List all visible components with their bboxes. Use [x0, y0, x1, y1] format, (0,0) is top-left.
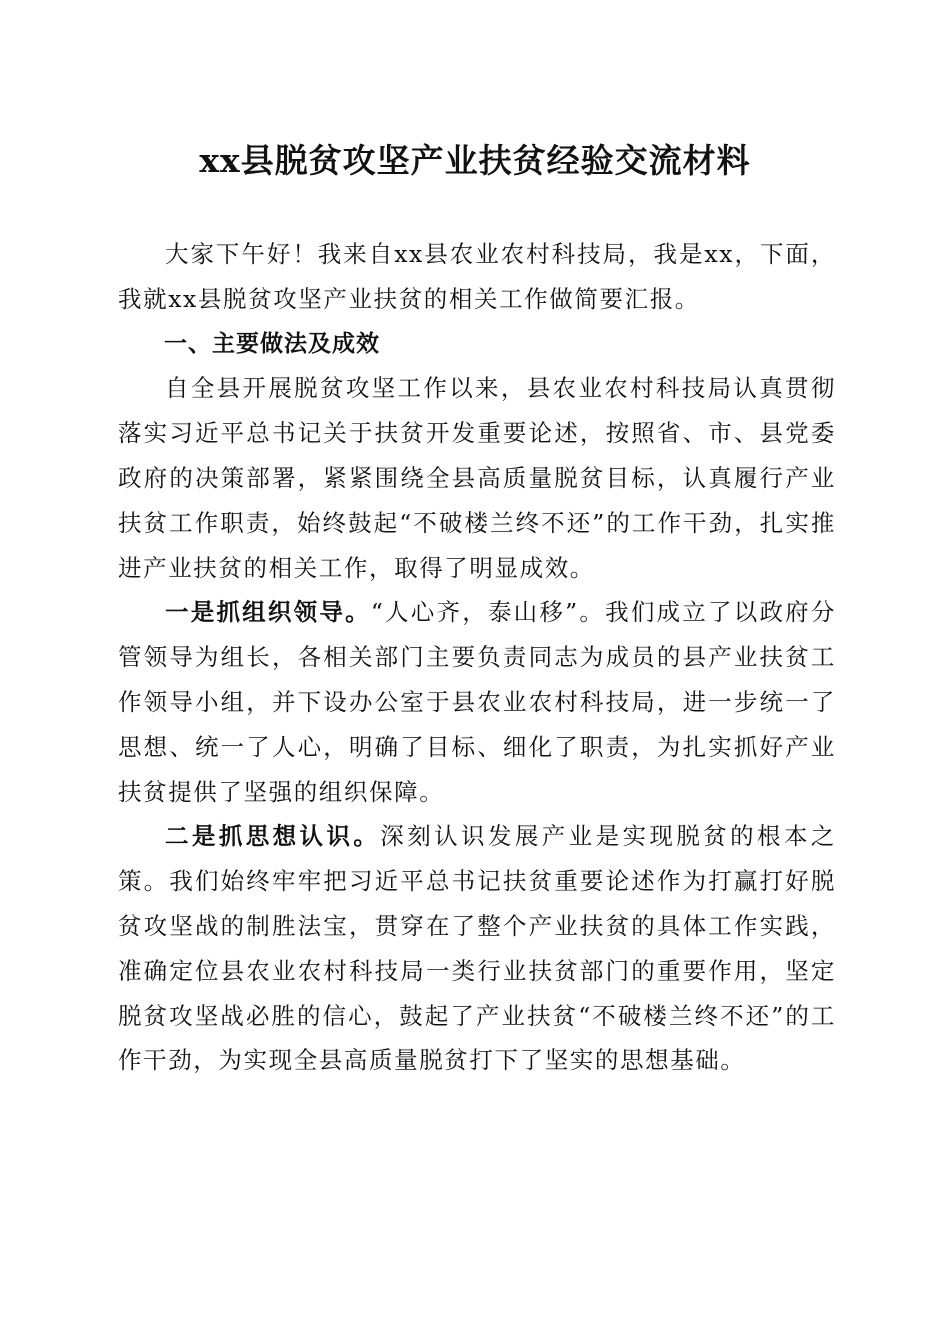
organization-lead: 一是抓组织领导。 — [165, 598, 371, 627]
section-heading: 一、主要做法及成效 — [164, 330, 380, 357]
thought-text: 深刻认识发展产业是实现脱贫的根本之策。我们始终牢牢把习近平总书记扶贫重要论述作为打赢打好脱贫攻坚战的制胜法宝，贯穿在了整个产业扶贫的具体工作实践，准确定位县农业农村科技局一类行业扶贫部门的重要作用，坚定脱贫攻坚战必胜的信心，鼓起了产业扶贫“不破楼兰终不还”的工作干劲，为实现全县高质量脱贫打下了坚实的思想基础。 — [118, 822, 836, 1075]
document-title: xx县脱贫攻坚产业扶贫经验交流材料 — [199, 141, 751, 180]
intro-paragraph: 大家下午好！我来自xx县农业农村科技局，我是xx，下面，我就xx县脱贫攻坚产业扶贫的相关工作做简要汇报。 — [118, 240, 836, 313]
thought-paragraph — [118, 814, 836, 1083]
document-body — [118, 232, 836, 1083]
thought-lead: 二是抓思想认识。 — [165, 822, 381, 851]
organization-text: “人心齐，泰山移”。我们成立了以政府分管领导为组长，各相关部门主要负责同志为成员的县产业扶贫工作领导小组，并下设办公室于县农业农村科技局，进一步统一了思想、统一了人心，明确了目标、细化了职责，为扎实抓好产业扶贫提供了坚强的组织保障。 — [118, 598, 836, 806]
overview-paragraph: 自全县开展脱贫攻坚工作以来，县农业农村科技局认真贯彻落实习近平总书记关于扶贫开发重要论述，按照省、市、县党委政府的决策部署，紧紧围绕全县高质量脱贫目标，认真履行产业扶贫工作职责，始终鼓起“不破楼兰终不还”的工作干劲，扎实推进产业扶贫的相关工作，取得了明显成效。 — [118, 374, 836, 582]
organization-paragraph — [118, 590, 836, 814]
